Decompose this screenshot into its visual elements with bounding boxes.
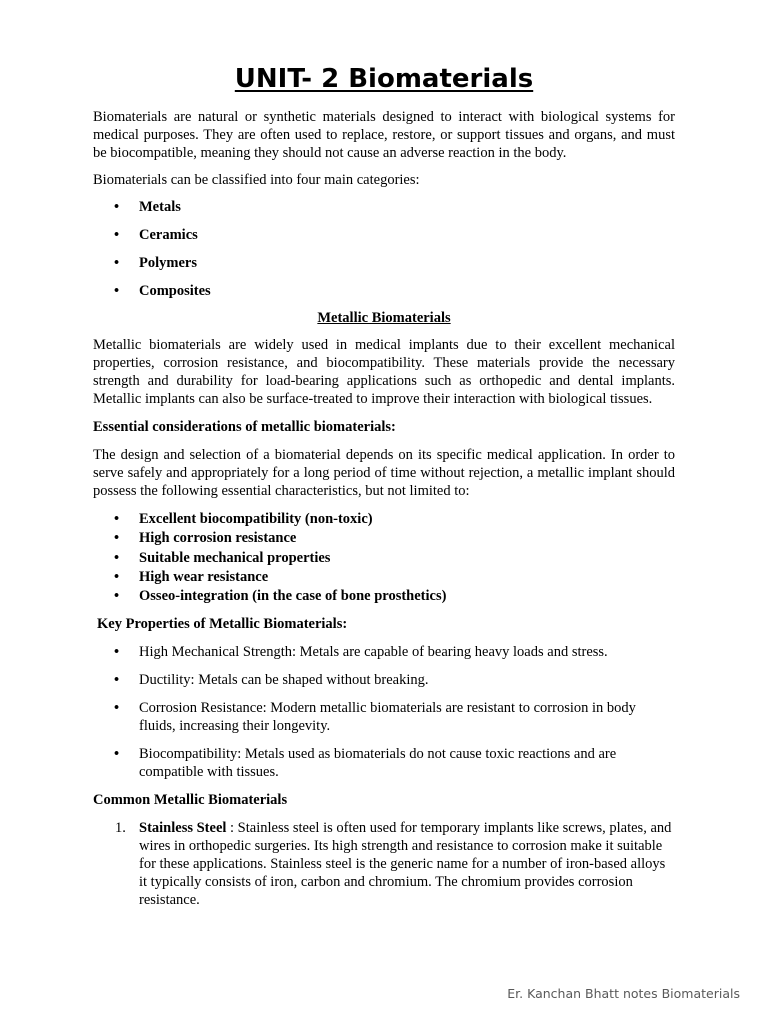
list-item: • High Mechanical Strength: Metals are capable of bearing heavy loads and stress. bbox=[93, 643, 675, 661]
list-item: • Metals bbox=[93, 198, 675, 216]
common-list bbox=[93, 819, 675, 909]
key-properties-heading: Key Properties of Metallic Biomaterials: bbox=[97, 616, 348, 633]
material-name: Stainless Steel bbox=[139, 820, 227, 837]
list-number: 1. bbox=[115, 820, 126, 837]
list-item: • Biocompatibility: Metals used as biomaterials do not cause toxic reactions and are compatible with tissues. bbox=[93, 745, 675, 781]
material-description: : Stainless steel is often used for temporary implants like screws, plates, and wires in orthopedic surgeries. Its high strength and resistance to corrosion make it suitable for these applications. Stainless steel is the generic name for a number of iron-based alloys it typically consists of iron, carbon and chromium. The chromium provides corrosion resistance. bbox=[139, 820, 672, 909]
document-page bbox=[93, 62, 675, 909]
list-item: • Excellent biocompatibility (non-toxic) bbox=[93, 510, 675, 528]
list-item: • Ceramics bbox=[93, 226, 675, 244]
characteristics-list bbox=[93, 510, 675, 605]
key-properties-list bbox=[93, 643, 675, 781]
page-title: UNIT- 2 Biomaterials bbox=[234, 64, 534, 94]
list-item: • Composites bbox=[93, 282, 675, 300]
list-item: • High wear resistance bbox=[93, 568, 675, 586]
category-list bbox=[93, 198, 675, 300]
list-item: • Polymers bbox=[93, 254, 675, 272]
list-item: • High corrosion resistance bbox=[93, 529, 675, 547]
list-item: • Corrosion Resistance: Modern metallic biomaterials are resistant to corrosion in body fluids, increasing their longevity. bbox=[93, 699, 675, 735]
metallic-paragraph: Metallic biomaterials are widely used in medical implants due to their excellent mechanical properties, corrosion resistance, and biocompatibility. These materials provide the necessary strength and durability for load-bearing applications such as orthopedic and dental implants. Metallic implants can also be surface-treated to improve their interaction with biological tissues. bbox=[93, 337, 675, 407]
common-heading: Common Metallic Biomaterials bbox=[93, 792, 288, 809]
list-item bbox=[93, 819, 675, 909]
intro-paragraph: Biomaterials are natural or synthetic materials designed to interact with biological systems for medical purposes. They are often used to replace, restore, or support tissues and organs, and must be biocompatible, meaning they should not cause an adverse reaction in the body. bbox=[93, 109, 675, 161]
considerations-paragraph: The design and selection of a biomaterial depends on its specific medical application. In order to serve safely and appropriately for a long period of time without rejection, a metallic implant should possess the following essential characteristics, but not limited to: bbox=[93, 447, 675, 499]
list-item: • Osseo-integration (in the case of bone prosthetics) bbox=[93, 587, 675, 605]
page-footer: Er. Kanchan Bhatt notes Biomaterials bbox=[507, 986, 740, 1001]
considerations-heading: Essential considerations of metallic biomaterials: bbox=[93, 419, 396, 435]
classification-intro: Biomaterials can be classified into four main categories: bbox=[93, 172, 420, 188]
metallic-heading: Metallic Biomaterials bbox=[317, 310, 451, 326]
list-item: • Suitable mechanical properties bbox=[93, 549, 675, 567]
list-item: • Ductility: Metals can be shaped without breaking. bbox=[93, 671, 675, 689]
